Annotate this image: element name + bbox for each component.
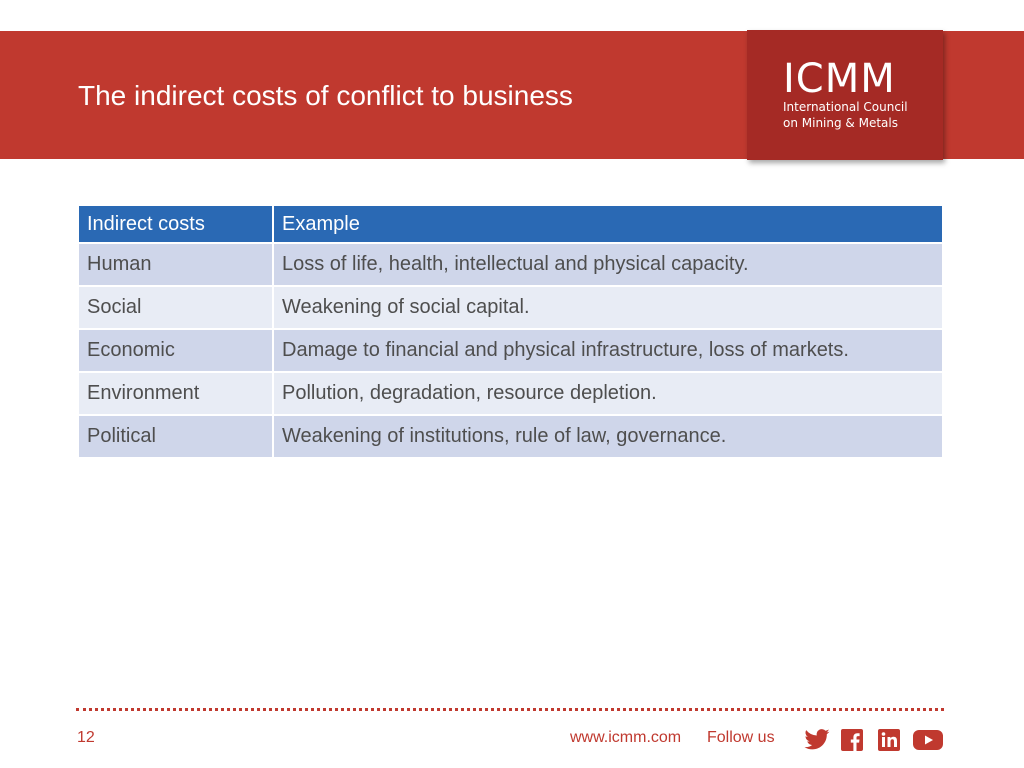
column-header-example: Example [273,205,943,243]
facebook-icon[interactable] [840,729,864,751]
logo-subtitle-line2: on Mining & Metals [783,116,898,130]
linkedin-icon[interactable] [877,729,901,751]
example-cell: Weakening of institutions, rule of law, governance. [273,415,943,458]
table-row [78,415,943,458]
table-row [78,329,943,372]
example-cell: Pollution, degradation, resource depletion. [273,372,943,415]
table-header-row [78,205,943,243]
example-cell: Weakening of social capital. [273,286,943,329]
follow-us-label: Follow us [707,729,775,746]
logo-subtitle-line1: International Council [783,100,908,114]
table-row [78,286,943,329]
example-cell: Loss of life, health, intellectual and physical capacity. [273,243,943,286]
example-cell: Damage to financial and physical infrastructure, loss of markets. [273,329,943,372]
table-row [78,243,943,286]
logo-wordmark: ICMM [783,56,896,102]
slide-title: The indirect costs of conflict to business [78,80,573,111]
cost-type-cell: Human [78,243,273,286]
cost-type-cell: Environment [78,372,273,415]
cost-type-cell: Political [78,415,273,458]
cost-type-cell: Social [78,286,273,329]
twitter-icon[interactable] [804,729,830,751]
cost-type-cell: Economic [78,329,273,372]
footer-divider [76,708,944,711]
page-number: 12 [77,729,95,746]
youtube-icon[interactable] [913,729,943,751]
column-header-indirect-costs: Indirect costs [78,205,273,243]
table-row [78,372,943,415]
indirect-costs-table [77,204,944,459]
icmm-logo [747,30,943,160]
website-link[interactable]: www.icmm.com [570,729,682,746]
